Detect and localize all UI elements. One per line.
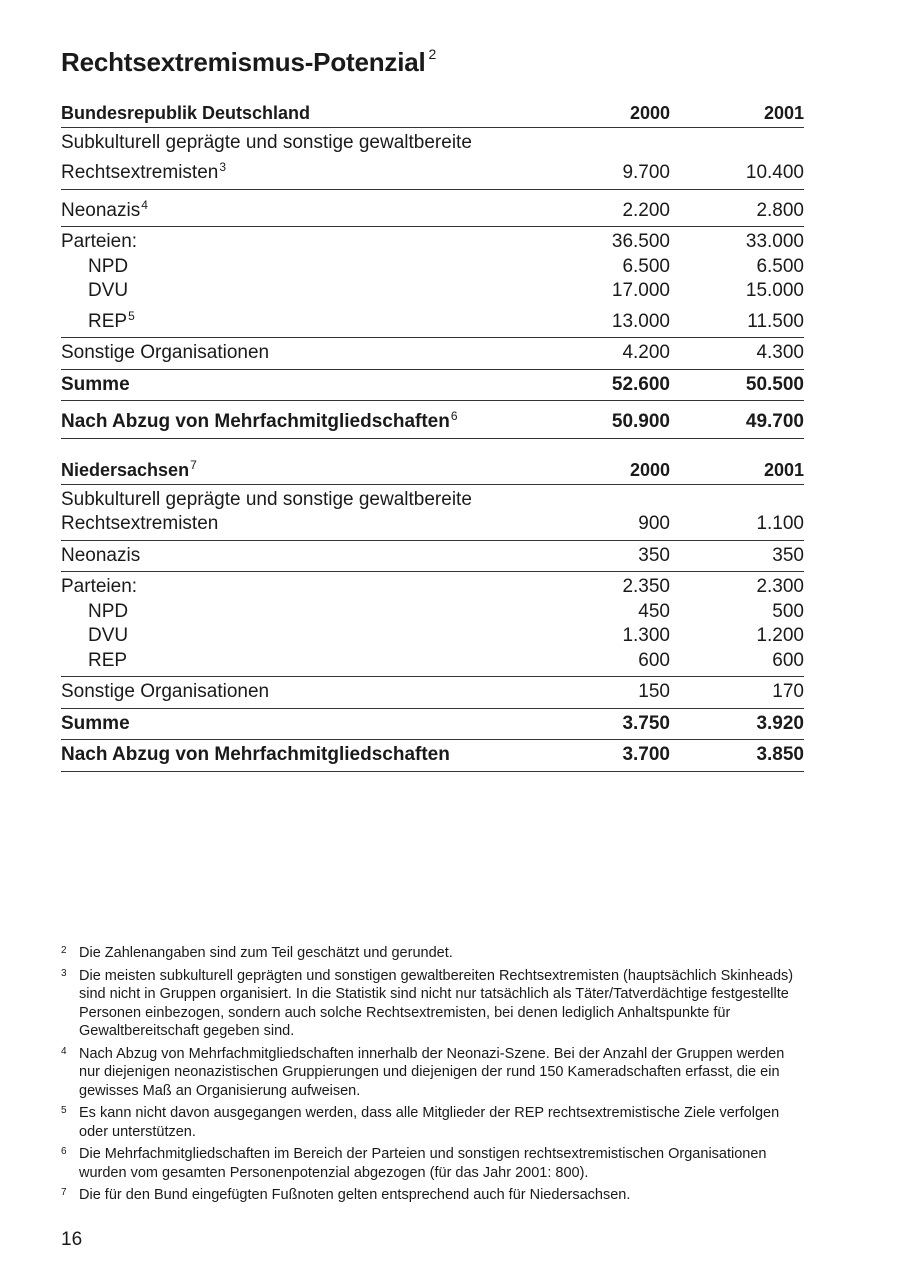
- cell-value: 10.400: [670, 155, 804, 189]
- table-row: [61, 600, 804, 625]
- table-row: [61, 740, 804, 772]
- row-label-sonstige: Sonstige Organisationen: [61, 677, 581, 709]
- row-label-dvu: DVU: [88, 280, 129, 301]
- table-row: [61, 227, 804, 255]
- column-header-2001: 2001: [670, 101, 804, 127]
- footnote-number: 2: [61, 945, 67, 956]
- cell-value: 3.920: [670, 708, 804, 740]
- row-label-summe: Summe: [61, 708, 581, 740]
- column-header-2001: 2001: [670, 453, 804, 484]
- cell-value: 2.350: [622, 576, 670, 597]
- table-row: [61, 369, 804, 401]
- cell-value: 2.200: [581, 189, 670, 227]
- row-label-npd: NPD: [88, 255, 129, 277]
- table-row: [61, 304, 804, 338]
- cell-value: 150: [581, 677, 670, 709]
- row-label-neonazis: Neonazis: [61, 540, 581, 572]
- footnote-number: 5: [61, 1105, 67, 1116]
- footnote-ref: 6: [450, 409, 458, 423]
- row-label-npd: NPD: [88, 600, 129, 622]
- footnote-text: Die für den Bund eingefügten Fußnoten gelten entsprechend auch für Niedersachsen.: [79, 1187, 631, 1203]
- column-header-2000: 2000: [581, 101, 670, 127]
- table-row: [61, 127, 804, 155]
- cell-value: 17.000: [611, 280, 670, 301]
- column-header-2000: 2000: [581, 453, 670, 484]
- cell-value: 500: [772, 600, 804, 622]
- footnote-text: Es kann nicht davon ausgegangen werden, dass alle Mitglieder der REP rechtsextremistische Ziele verfolgen oder unterstützen.: [79, 1105, 780, 1140]
- table-row: [61, 279, 804, 304]
- cell-value: 36.500: [611, 231, 670, 252]
- row-label-abzug: Nach Abzug von Mehrfachmitgliedschaften$^6$: [61, 401, 581, 439]
- footnote-ref: 7: [190, 458, 197, 472]
- footnote-item: [61, 1045, 806, 1101]
- cell-value: 1.100: [670, 512, 804, 540]
- table-header-label: Bundesrepublik Deutschland: [61, 101, 581, 127]
- footnote-number: 4: [61, 1045, 67, 1057]
- cell-value: 3.850: [670, 740, 804, 772]
- table-row: [61, 484, 804, 512]
- row-label-summe: Summe: [61, 369, 581, 401]
- table-row: [61, 649, 804, 677]
- page-title-footnote-ref: 2: [428, 46, 437, 62]
- footnote-number: 3: [61, 967, 67, 979]
- row-label-dvu: DVU: [88, 625, 129, 646]
- footnote-ref: 3: [219, 160, 227, 174]
- footnote-item: [61, 1104, 806, 1141]
- table-row: [61, 401, 804, 439]
- row-label-parteien: Parteien:: [61, 576, 138, 597]
- row-label-subkultur-line2: Rechtsextremisten: [61, 512, 581, 540]
- footnote-number: 6: [61, 1146, 67, 1157]
- table-row: [61, 708, 804, 740]
- table-row: [61, 677, 804, 709]
- table-row: [61, 189, 804, 227]
- table-header-row: [61, 101, 804, 127]
- cell-value: 1.300: [622, 625, 670, 646]
- footnote-number: 7: [61, 1187, 67, 1198]
- cell-value: 1.200: [756, 625, 804, 646]
- cell-value: 11.500: [670, 304, 804, 338]
- cell-value: 50.900: [581, 401, 670, 439]
- page-number: 16: [61, 1229, 83, 1250]
- cell-value: 2.800: [670, 189, 804, 227]
- footnote-text: Die meisten subkulturell geprägten und sonstigen gewaltbereiten Rechtsextremisten (hauptsächlich Skinheads) sind nicht in Gruppen organisiert. In die Statistik sind nicht nur tatsächlich als Täter/Tatverdächtige festgestellte Personen einbezogen, sondern auch solche Rechtsextremisten, bei denen lediglich Anhaltspunkte für Gewaltbereitschaft gegeben sind.: [79, 967, 794, 1039]
- footnote-text: Die Zahlenangaben sind zum Teil geschätzt und gerundet.: [79, 945, 453, 961]
- cell-value: 9.700: [581, 155, 670, 189]
- footnote-item: [61, 1186, 806, 1205]
- footnote-item: [61, 967, 806, 1041]
- cell-value: 33.000: [745, 231, 804, 252]
- footnote-item: [61, 944, 806, 963]
- row-label-rep: REP: [61, 649, 581, 677]
- row-label-subkultur-line1: Subkulturell geprägte und sonstige gewaltbereite: [61, 131, 472, 153]
- footnote-ref: 5: [128, 308, 135, 323]
- cell-value: 3.700: [581, 740, 670, 772]
- cell-value: 6.500: [756, 255, 804, 277]
- row-label-neonazis: Neonazis$^4$: [61, 189, 581, 227]
- cell-value: 900: [581, 512, 670, 540]
- cell-value: 13.000: [581, 304, 670, 338]
- row-label-subkultur-line2: Rechtsextremisten$^3$: [61, 155, 581, 189]
- cell-value: 350: [581, 540, 670, 572]
- cell-value: 450: [638, 600, 670, 622]
- cell-value: 2.300: [756, 576, 804, 597]
- cell-value: 15.000: [745, 280, 804, 301]
- row-label-rep: REP$^5$: [61, 304, 581, 338]
- table-header-label: Niedersachsen$^7$: [61, 453, 581, 484]
- table-bundesrepublik: [61, 101, 804, 439]
- table-row: [61, 624, 804, 649]
- page-title-text: Rechtsextremismus-Potenzial: [61, 47, 426, 77]
- table-niedersachsen: [61, 453, 804, 772]
- table-row: [61, 540, 804, 572]
- cell-value: 4.300: [670, 338, 804, 370]
- cell-value: 3.750: [581, 708, 670, 740]
- table-row: [61, 512, 804, 540]
- table-row: [61, 338, 804, 370]
- cell-value: 49.700: [670, 401, 804, 439]
- cell-value: 6.500: [622, 255, 670, 277]
- cell-value: 170: [670, 677, 804, 709]
- row-label-sonstige: Sonstige Organisationen: [61, 338, 581, 370]
- page-title: [61, 46, 436, 78]
- row-label-abzug: Nach Abzug von Mehrfachmitgliedschaften: [61, 740, 581, 772]
- cell-value: 52.600: [581, 369, 670, 401]
- footnote-text: Nach Abzug von Mehrfachmitgliedschaften innerhalb der Neonazi-Szene. Bei der Anzahl der Gruppen werden nur diejenigen neonazistischen Gruppierungen und diejenigen der rund 150 Kameradschaften erfasst, die ein gewisses Maß an Organisierung aufweisen.: [79, 1045, 785, 1099]
- table-row: [61, 572, 804, 600]
- table-row: [61, 155, 804, 189]
- footnote-ref: 4: [141, 197, 148, 212]
- row-label-parteien: Parteien:: [61, 231, 138, 252]
- footnote-text: Die Mehrfachmitgliedschaften im Bereich der Parteien und sonstigen rechtsextremistischen Organisationen wurden vom gesamten Personenpotenzial abgezogen (für das Jahr 2001: 800).: [79, 1146, 767, 1181]
- table-row: [61, 255, 804, 280]
- cell-value: 600: [581, 649, 670, 677]
- footnote-item: [61, 1145, 806, 1182]
- cell-value: 50.500: [670, 369, 804, 401]
- table-header-row: [61, 453, 804, 484]
- footnotes: [61, 944, 806, 1209]
- cell-value: 350: [670, 540, 804, 572]
- row-label-subkultur-line1: Subkulturell geprägte und sonstige gewaltbereite: [61, 488, 472, 510]
- cell-value: 600: [670, 649, 804, 677]
- cell-value: 4.200: [581, 338, 670, 370]
